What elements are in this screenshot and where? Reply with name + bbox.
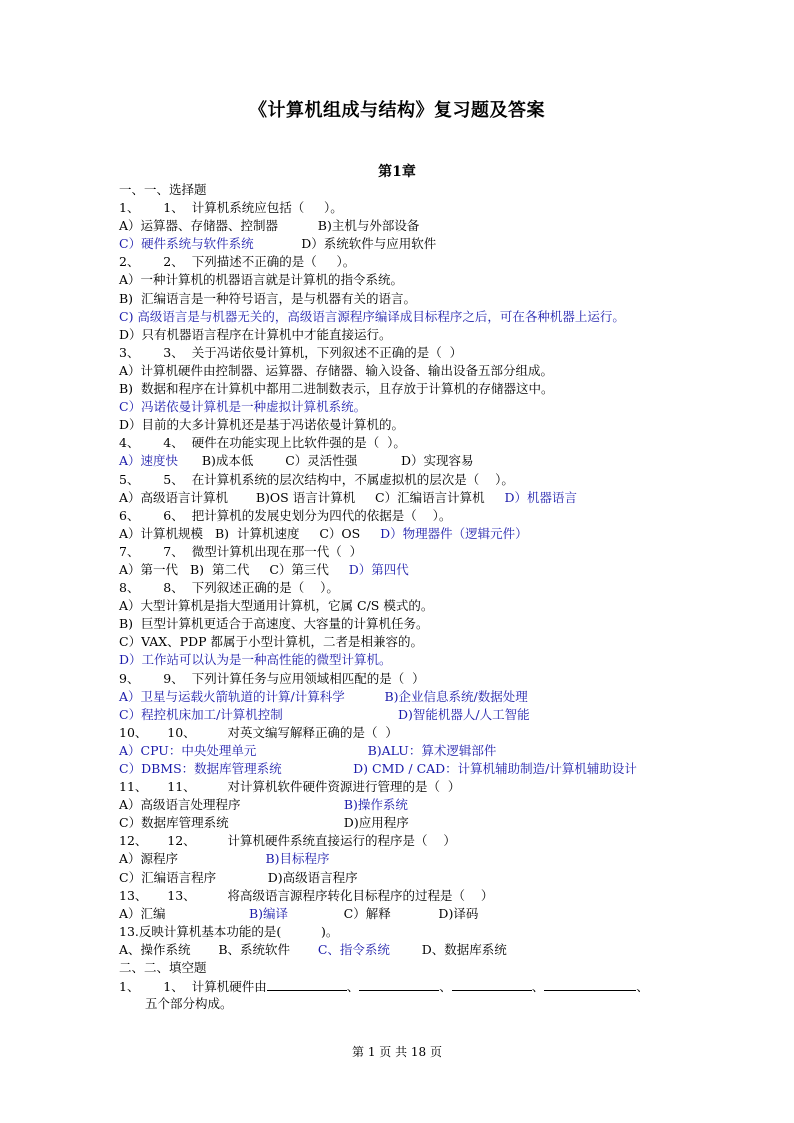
question-text: 7、 7、 微型计算机出现在那一代（ ） [119, 543, 363, 559]
question-text: 13、 13、 将高级语言源程序转化目标程序的过程是（ ） [119, 887, 494, 903]
text-line [119, 923, 679, 941]
text-line [119, 181, 679, 199]
text-line [119, 796, 679, 814]
answer-text: D）工作站可以认为是一种高性能的微型计算机。 [119, 652, 392, 668]
question-text: A）大型计算机是指大型通用计算机，它属 C/S 模式的。 [119, 598, 434, 614]
question-text: 二、二、填空题 [119, 960, 207, 976]
answer-text: D）物理器件（逻辑元件） [380, 525, 528, 541]
text-line [119, 760, 679, 778]
text-line [119, 742, 679, 760]
question-text: A）一种计算机的机器语言就是计算机的指令系统。 [119, 272, 404, 288]
question-text: D）只有机器语言程序在计算机中才能直接运行。 [119, 326, 392, 342]
question-text: B) 汇编语言是一种符号语言，是与机器有关的语言。 [119, 290, 417, 306]
text-line [119, 271, 679, 289]
text-line [119, 959, 679, 977]
question-text: D）系统软件与应用软件 [253, 236, 437, 252]
answer-text: D）第四代 [348, 561, 409, 577]
fill-blank-continuation: 五个部分构成。 [145, 996, 233, 1012]
text-line [119, 253, 679, 271]
answer-text: B)操作系统 [343, 797, 408, 813]
text-line [119, 561, 679, 579]
text-line [119, 525, 679, 543]
question-text: 4、 4、 硬件在功能实现上比软件强的是（ ）。 [119, 435, 406, 451]
text-line [119, 615, 679, 633]
fill-blank-line [119, 977, 679, 995]
text-line [119, 724, 679, 742]
blank-separator: 、 [439, 979, 452, 995]
question-text: C）数据库管理系统 D)应用程序 [119, 815, 409, 831]
page-footer: 第 1 页 共 18 页 [352, 1045, 442, 1059]
text-line [119, 507, 679, 525]
question-text: C）VAX、PDP 都属于小型计算机，二者是相兼容的。 [119, 634, 423, 650]
answer-blank[interactable] [544, 977, 636, 991]
question-text: A）高级语言计算机 B)OS 语言计算机 C）汇编语言计算机 [119, 489, 505, 505]
answer-text: D）机器语言 [504, 489, 578, 505]
question-text: B)主机与外部设备 [317, 218, 420, 234]
text-line [119, 380, 679, 398]
blank-separator: 、 [531, 979, 545, 995]
text-line [119, 416, 679, 434]
question-text: 1、 1、 计算机系统应包括（ ）。 [119, 200, 343, 216]
question-text: 5、 5、 在计算机系统的层次结构中，不属虚拟机的层次是（ ）。 [119, 471, 514, 487]
text-line [119, 217, 679, 235]
answer-text: A）卫星与运载火箭轨道的计算/计算科学 B)企业信息系统/数据处理 [119, 688, 528, 704]
question-text: A）源程序 [119, 851, 266, 867]
answer-text: B)编译 [248, 905, 289, 921]
answer-blank[interactable] [267, 977, 347, 991]
text-line [119, 579, 679, 597]
question-text: 10、 10、 对英文编写解释正确的是（ ） [119, 724, 398, 740]
question-text: 2、 2、 下列描述不正确的是（ ）。 [119, 254, 356, 270]
chapter-heading: 第1章 [378, 164, 416, 180]
text-line [119, 543, 679, 561]
question-text: B)成本低 C）灵活性强 D）实现容易 [178, 453, 474, 469]
blank-separator: 、 [636, 979, 649, 995]
text-line [119, 850, 679, 868]
question-text: A）计算机硬件由控制器、运算器、存储器、输入设备、输出设备五部分组成。 [119, 362, 554, 378]
text-line [119, 706, 679, 724]
text-line [119, 308, 679, 326]
question-text: 12、 12、 计算机硬件系统直接运行的程序是（ ） [119, 833, 456, 849]
answer-text: C）DBMS：数据库管理系统 D) CMD / CAD：计算机辅助制造/计算机辅助设计 [119, 761, 637, 776]
text-line [119, 362, 679, 380]
text-line [119, 688, 679, 706]
text-line [119, 434, 679, 452]
text-line [119, 471, 679, 489]
text-line [119, 778, 679, 796]
answer-text: C）硬件系统与软件系统 [119, 236, 254, 252]
document-title: 《计算机组成与结构》复习题及答案 [249, 100, 545, 121]
answer-blank[interactable] [452, 977, 532, 991]
question-text: C）解释 D)译码 [288, 905, 479, 921]
text-line [119, 670, 679, 688]
text-line [119, 941, 679, 959]
question-text: 3、 3、 关于冯诺依曼计算机，下列叙述不正确的是（ ） [119, 344, 463, 360]
text-line [119, 326, 679, 344]
text-line [119, 235, 679, 253]
question-text: 13.反映计算机基本功能的是( )。 [119, 923, 339, 939]
answer-text: B)目标程序 [265, 851, 330, 867]
question-text: A）汇编 [119, 905, 249, 921]
question-text: D）目前的大多计算机还是基于冯诺依曼计算机的。 [119, 417, 405, 433]
answer-text: A）CPU：中央处理单元 B)ALU：算术逻辑部件 [119, 742, 497, 758]
question-text: A）计算机规模 B) 计算机速度 C）OS [119, 525, 381, 541]
answer-text: C）程控机床加工/计算机控制 D)智能机器人/人工智能 [119, 706, 530, 722]
question-text: A）第一代 B) 第二代 C）第三代 [119, 561, 349, 577]
text-line [119, 814, 679, 832]
blank-separator: 、 [346, 979, 360, 995]
question-text: B) 巨型计算机更适合于高速度、大容量的计算机任务。 [119, 616, 429, 632]
text-line [119, 452, 679, 470]
text-line [119, 199, 679, 217]
text-line [119, 633, 679, 651]
question-text: 11、 11、 对计算机软件硬件资源进行管理的是（ ） [119, 779, 461, 795]
text-line [119, 398, 679, 416]
question-text: A）运算器、存储器、控制器 [119, 218, 318, 234]
question-text: B) 数据和程序在计算机中都用二进制数表示，且存放于计算机的存储器这中。 [119, 381, 554, 397]
text-line [119, 869, 679, 887]
text-line [119, 905, 679, 923]
text-line [119, 489, 679, 507]
question-text: A、操作系统 B、系统软件 [119, 941, 318, 957]
text-line [119, 290, 679, 308]
text-line [119, 832, 679, 850]
question-text: D、数据库系统 [389, 941, 507, 957]
answer-text: C）冯诺依曼计算机是一种虚拟计算机系统。 [119, 399, 367, 415]
question-text: C）汇编语言程序 D)高级语言程序 [119, 869, 358, 885]
text-line [119, 651, 679, 669]
answer-text: A）速度快 [119, 453, 179, 469]
question-text: 一、一、选择题 [119, 182, 207, 197]
answer-blank[interactable] [359, 977, 439, 991]
question-text: 1、 1、 计算机硬件由 [119, 979, 267, 995]
question-text: 8、 8、 下列叙述正确的是（ ）。 [119, 580, 339, 596]
text-line [119, 597, 679, 615]
answer-text: C) 高级语言是与机器无关的，高级语言源程序编译成目标程序之后，可在各种机器上运行。 [119, 308, 625, 324]
question-text: 6、 6、 把计算机的发展史划分为四代的依据是（ ）。 [119, 507, 452, 523]
answer-text: C、指令系统 [317, 941, 390, 957]
text-line [119, 344, 679, 362]
question-text: A）高级语言处理程序 [119, 797, 344, 813]
question-text: 9、 9、 下列计算任务与应用领域相匹配的是（ ） [119, 670, 425, 686]
question-body [119, 181, 679, 1013]
text-line [119, 887, 679, 905]
